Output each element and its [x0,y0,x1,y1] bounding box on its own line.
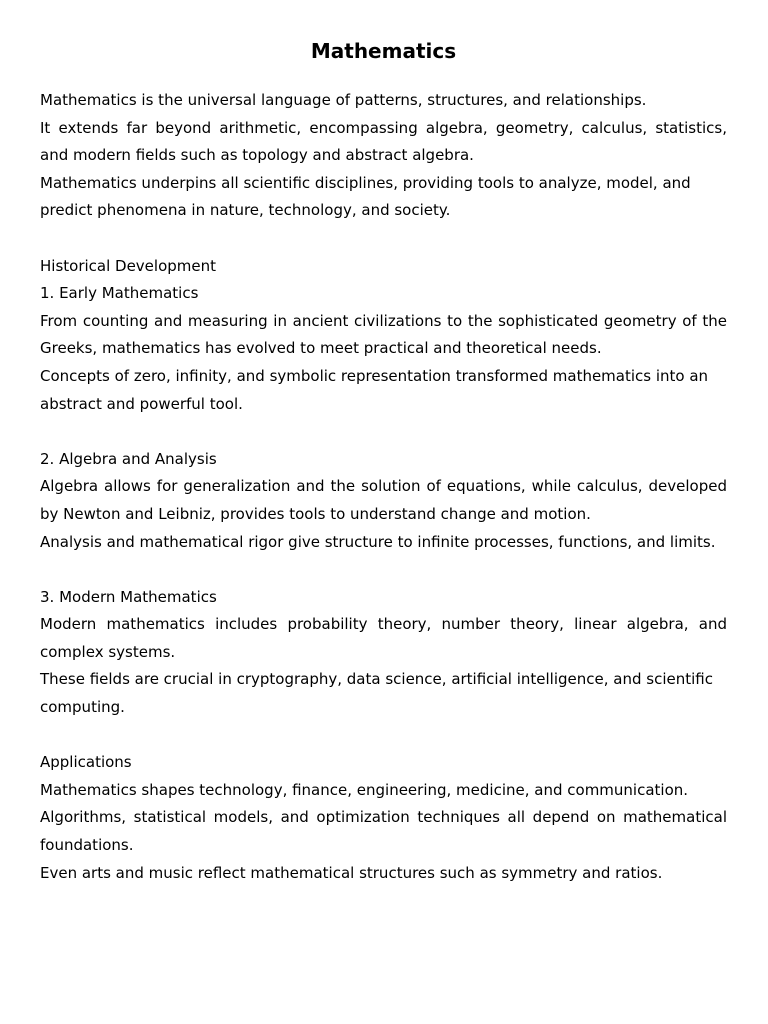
document-page [40,0,727,887]
intro-paragraph-1: Mathematics is the universal language of patterns, structures, and relationships. [40,91,647,109]
early-paragraph-1: From counting and measuring in ancient civilizations to the sophisticated geometry of the Greeks, mathematics has evolved to meet practical and theoretical needs. [40,311,727,358]
section-spacer [40,556,727,584]
page-title: Mathematics [310,39,457,63]
applications-paragraph-1: Mathematics shapes technology, finance, engineering, medicine, and communication. [40,780,689,799]
algebra-paragraph-1: Algebra allows for generalization and the solution of equations, while calculus, developed by Newton and Leibniz, provides tools to understand change and motion. [40,477,727,523]
applications-paragraph-2: Algorithms, statistical models, and optimization techniques all depend on mathematical foundations. [40,808,727,855]
algebra-analysis-heading: 2. Algebra and Analysis [40,449,217,468]
section-spacer [40,418,727,446]
early-mathematics-heading: 1. Early Mathematics [40,284,199,303]
applications-paragraph-3: Even arts and music reflect mathematical structures such as symmetry and ratios. [40,863,663,882]
intro-paragraph-2: It extends far beyond arithmetic, encompassing algebra, geometry, calculus, statistics, and modern fields such as topology and abstract algebra. [40,118,727,165]
section-spacer [40,722,727,750]
modern-mathematics-heading: 3. Modern Mathematics [40,587,217,606]
modern-paragraph-1: Modern mathematics includes probability theory, number theory, linear algebra, and complex systems. [40,615,727,661]
modern-paragraph-2: These fields are crucial in cryptography, data science, artificial intelligence, and scientific computing. [40,670,713,717]
applications-heading: Applications [40,753,132,772]
early-paragraph-2: Concepts of zero, infinity, and symbolic representation transformed mathematics into an abstract and powerful tool. [40,366,709,413]
document-body [40,87,727,887]
intro-paragraph-3: Mathematics underpins all scientific disciplines, providing tools to analyze, model, and predict phenomena in nature, technology, and society. [40,173,691,220]
section-spacer [40,225,727,253]
algebra-paragraph-2: Analysis and mathematical rigor give structure to infinite processes, functions, and limits. [40,532,716,551]
historical-heading: Historical Development [40,256,217,275]
